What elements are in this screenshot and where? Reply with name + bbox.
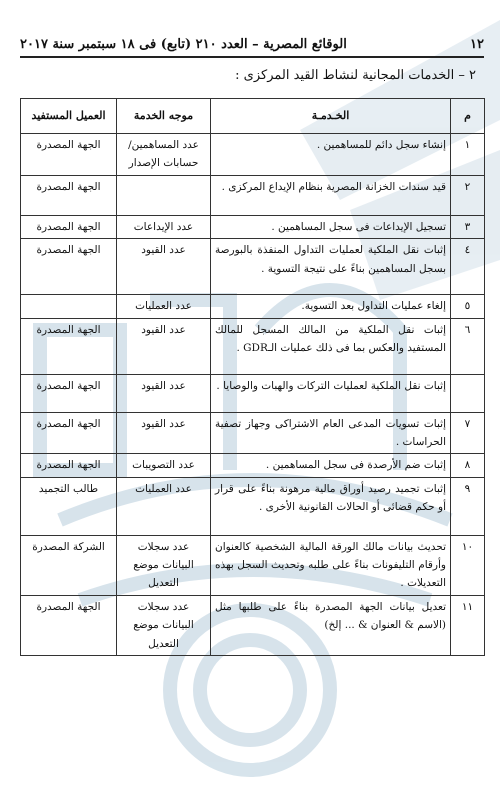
client-cell: طالب التجميد	[21, 477, 117, 535]
row-number: ١	[451, 134, 485, 176]
service-cell: إثبات ضم الأرصدة فى سجل المساهمين .	[211, 454, 451, 477]
column-header-service: الخـدمـة	[211, 99, 451, 134]
service-cell: تسجيل الإيداعات فى سجل المساهمين .	[211, 215, 451, 238]
client-cell: الجهة المصدرة	[21, 215, 117, 238]
column-header-client: العميل المستفيد	[21, 99, 117, 134]
client-cell	[21, 295, 117, 318]
directed-cell: عدد سجلات البيانات موضع التعديل	[117, 595, 211, 655]
client-cell: الجهة المصدرة	[21, 454, 117, 477]
service-cell: تعديل بيانات الجهة المصدرة بناءً على طلبها مثل (الاسم & العنوان & ... إلخ)	[211, 595, 451, 655]
directed-cell: عدد القيود	[117, 412, 211, 454]
row-number: ٥	[451, 295, 485, 318]
directed-cell: عدد العمليات	[117, 477, 211, 535]
client-cell: الجهة المصدرة	[21, 134, 117, 176]
row-number: ٢	[451, 175, 485, 215]
client-cell: الجهة المصدرة	[21, 412, 117, 454]
service-cell: إثبات نقل الملكية لعمليات التركات والهبات والوصايا .	[211, 374, 451, 412]
service-cell: تحديث بيانات مالك الورقة المالية الشخصية كالعنوان وأرقام التليفونات بناءً على طلبه وتحديث السجل بهذه التعديلات .	[211, 535, 451, 595]
header-divider	[20, 56, 484, 58]
directed-cell: عدد التصويبات	[117, 454, 211, 477]
gazette-title: الوقائع المصرية – العدد ٢١٠ (تابع) فى ١٨ سبتمبر سنة ٢٠١٧	[20, 37, 347, 52]
client-cell: الجهة المصدرة	[21, 318, 117, 374]
directed-cell: عدد المساهمين/ حسابات الإصدار	[117, 134, 211, 176]
services-table	[20, 98, 485, 656]
service-cell: إلغاء عمليات التداول بعد التسوية.	[211, 295, 451, 318]
directed-cell: عدد القيود	[117, 239, 211, 295]
table-row	[21, 595, 485, 655]
directed-cell: عدد سجلات البيانات موضع التعديل	[117, 535, 211, 595]
row-number: ٣	[451, 215, 485, 238]
service-cell: إثبات نقل الملكية من المالك المسجل للمالك المستفيد والعكس بما فى ذلك عمليات الـGDR .	[211, 318, 451, 374]
row-number: ١٠	[451, 535, 485, 595]
directed-cell	[117, 175, 211, 215]
client-cell: الجهة المصدرة	[21, 175, 117, 215]
table-row	[21, 295, 485, 318]
column-header-directed: موجه الخدمة	[117, 99, 211, 134]
directed-cell: عدد العمليات	[117, 295, 211, 318]
directed-cell: عدد الإيداعات	[117, 215, 211, 238]
service-cell: إثبات تجميد رصيد أوراق مالية مرهونة بناءً على قرار أو حكم قضائى أو الحالات القانونية الأخرى .	[211, 477, 451, 535]
client-cell: الجهة المصدرة	[21, 374, 117, 412]
row-number: ٨	[451, 454, 485, 477]
directed-cell: عدد القيود	[117, 318, 211, 374]
row-number: ٤	[451, 239, 485, 295]
service-cell: إنشاء سجل دائم للمساهمين .	[211, 134, 451, 176]
client-cell: الجهة المصدرة	[21, 595, 117, 655]
table-row	[21, 318, 485, 374]
client-cell: الجهة المصدرة	[21, 239, 117, 295]
table-row	[21, 535, 485, 595]
table-row	[21, 412, 485, 454]
row-number	[451, 374, 485, 412]
page-header	[20, 26, 484, 52]
row-number: ٧	[451, 412, 485, 454]
directed-cell: عدد القيود	[117, 374, 211, 412]
row-number: ٦	[451, 318, 485, 374]
service-cell: قيد سندات الخزانة المصرية بنظام الإيداع المركزى .	[211, 175, 451, 215]
table-row	[21, 215, 485, 238]
table-row	[21, 239, 485, 295]
column-header-number: م	[451, 99, 485, 134]
section-title: ٢ – الخدمات المجانية لنشاط القيد المركزى :	[235, 68, 476, 83]
table-row	[21, 175, 485, 215]
table-row	[21, 134, 485, 176]
table-row	[21, 454, 485, 477]
row-number: ١١	[451, 595, 485, 655]
page-number: ١٢	[470, 37, 484, 52]
row-number: ٩	[451, 477, 485, 535]
service-cell: إثبات نقل الملكية لعمليات التداول المنفذة بالبورصة بسجل المساهمين بناءً على نتيجة التسوية .	[211, 239, 451, 295]
table-row	[21, 374, 485, 412]
table-header-row	[21, 99, 485, 134]
table-row	[21, 477, 485, 535]
client-cell: الشركة المصدرة	[21, 535, 117, 595]
service-cell: إثبات تسويات المدعى العام الاشتراكى وجهاز تصفية الحراسات .	[211, 412, 451, 454]
